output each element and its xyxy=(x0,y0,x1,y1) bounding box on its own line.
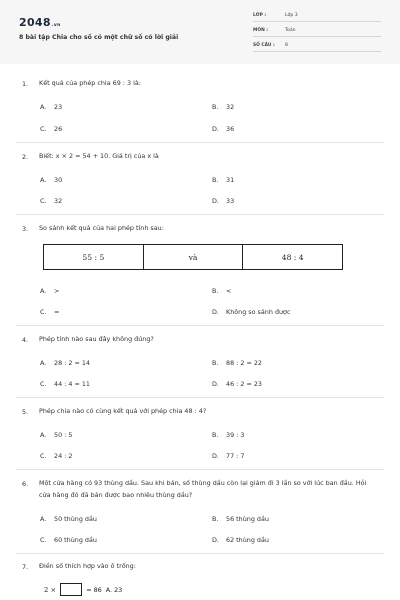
comparison-table xyxy=(43,244,343,270)
question-1-option-b[interactable]: B. 32 xyxy=(212,103,235,111)
question-5-option-b[interactable]: B. 39 : 3 xyxy=(212,431,245,439)
comparison-left: 55 : 5 xyxy=(82,252,105,262)
comparison-right: 48 : 4 xyxy=(242,245,342,269)
comparison-and: và xyxy=(143,245,243,269)
question-3-option-b[interactable]: B. < xyxy=(212,287,232,295)
question-1-option-d[interactable]: D. 36 xyxy=(212,125,235,133)
question-1-option-a[interactable]: A. 23 xyxy=(40,103,63,111)
question-4-option-c[interactable]: C. 44 : 4 = 11 xyxy=(40,380,90,388)
fill-in-blank-expression: 2 × = 86 A. 23 xyxy=(44,583,122,596)
question-1-option-c[interactable]: C. 26 xyxy=(40,125,63,133)
question-6-option-d[interactable]: D. 62 thùng dầu xyxy=(212,536,269,544)
divider xyxy=(16,325,384,326)
meta-class: LỚP : Lớp 3 xyxy=(253,9,381,22)
question-4-option-b[interactable]: B. 88 : 2 = 22 xyxy=(212,359,262,367)
site-logo[interactable]: 2048.vn xyxy=(19,16,61,29)
question-5-option-a[interactable]: A. 50 : 5 xyxy=(40,431,73,439)
divider xyxy=(16,397,384,398)
meta-subject: MÔN : Toán xyxy=(253,24,381,37)
question-4-option-a[interactable]: A. 28 : 2 = 14 xyxy=(40,359,90,367)
question-3-option-a[interactable]: A. > xyxy=(40,287,60,295)
answer-blank-box[interactable] xyxy=(60,583,82,596)
question-3-option-c[interactable]: C. = xyxy=(40,308,60,316)
question-6-option-a[interactable]: A. 50 thùng dầu xyxy=(40,515,97,523)
question-2-option-a[interactable]: A. 30 xyxy=(40,176,63,184)
question-5-option-d[interactable]: D. 77 : 7 xyxy=(212,452,245,460)
divider xyxy=(16,142,384,143)
question-3-option-d[interactable]: D. Không so sánh được xyxy=(212,308,291,316)
worksheet-title: 8 bài tập Chia cho số có một chữ số có lời giải xyxy=(19,34,179,41)
question-4-option-d[interactable]: D. 46 : 2 = 23 xyxy=(212,380,262,388)
question-6-option-c[interactable]: C. 60 thùng dầu xyxy=(40,536,97,544)
divider xyxy=(16,214,384,215)
question-5-option-c[interactable]: C. 24 : 2 xyxy=(40,452,73,460)
question-7-option-a[interactable]: A. 23 xyxy=(105,585,123,594)
meta-question-count: SỐ CÂU : 8 xyxy=(253,39,381,52)
divider xyxy=(16,469,384,470)
question-6-option-b[interactable]: B. 56 thùng dầu xyxy=(212,515,269,523)
divider xyxy=(16,553,384,554)
question-2-option-c[interactable]: C. 32 xyxy=(40,197,63,205)
question-2-option-b[interactable]: B. 31 xyxy=(212,176,235,184)
question-2-option-d[interactable]: D. 33 xyxy=(212,197,235,205)
worksheet-header xyxy=(0,0,400,64)
